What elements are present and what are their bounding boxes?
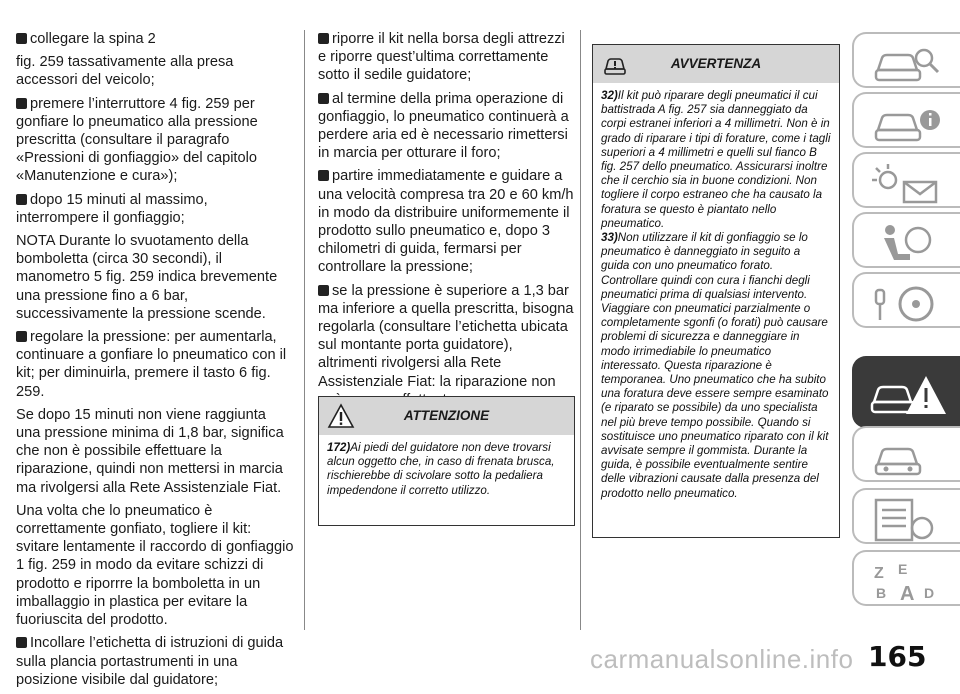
svg-text:Z: Z bbox=[874, 565, 884, 582]
sidebar-tab-alphabet-index[interactable] bbox=[852, 550, 960, 606]
car-service-icon bbox=[868, 434, 948, 480]
paragraph-text: NOTA Durante lo svuotamento della bomboletta (circa 30 secondi), il manometro 5 fig. 259 indica brevemente una pressione fino a 6 bar, successivamente la pressione scende. bbox=[16, 233, 278, 322]
sidebar-tab-key-steering-wheel[interactable] bbox=[852, 272, 960, 328]
paragraph-text: dopo 15 minuti al massimo, interrompere il gonfiaggio; bbox=[16, 191, 208, 226]
sidebar-tab-car-warning[interactable] bbox=[852, 356, 960, 428]
paragraph-text: premere l’interruttore 4 fig. 259 per gonfiare lo pneumatico alla pressione prescritta (consultare il paragrafo «Pressioni di gonfiaggio» del capitolo «Manutenzione e cura»); bbox=[16, 95, 258, 185]
bullet-square-icon bbox=[318, 170, 329, 181]
left-paragraph bbox=[16, 406, 294, 497]
note-text: Ai piedi del guidatore non deve trovarsi alcun oggetto che, in caso di frenata brusca, rischierebbe di scivolare sotto la pedaliera impedendone il corretto utilizzo. bbox=[327, 441, 555, 497]
left-paragraph bbox=[16, 328, 294, 401]
note-item bbox=[327, 441, 566, 498]
note-text: Il kit può riparare degli pneumatici il cui battistrada A fig. 257 sia danneggiato da corpi estranei inferiori a 4 millimetri. Non è in grado di riparare i tipi di forature, come i tagli superiori a 4 millimetri e quelli sul fianco B fig. 257 dello pneumatico. Assicurarsi inoltre che il cerchio sia in buone condizioni. Non togliere il corpo estraneo che ha causato la foratura se questo è piantato nello pneumatico. bbox=[601, 89, 831, 230]
note-reference: 33) bbox=[601, 231, 618, 245]
bullet-square-icon bbox=[16, 98, 27, 109]
left-paragraph bbox=[16, 53, 294, 89]
left-paragraph bbox=[16, 232, 294, 323]
alphabet-index-icon bbox=[868, 558, 948, 604]
page-number: 165 bbox=[868, 640, 927, 673]
paragraph-text: Una volta che lo pneumatico è correttamente gonfiato, togliere il kit: svitare lentamente il raccordo di gonfiaggio 1 fig. 259 in modo da evitare schizzi di prodotto e riporrre la bomboletta in un imballaggio in plastica per evitare la fuoriuscita del prodotto. bbox=[16, 502, 294, 629]
bullet-square-icon bbox=[318, 33, 329, 44]
car-info-icon bbox=[868, 100, 948, 146]
attenzione-box bbox=[318, 396, 575, 526]
bullet-square-icon bbox=[16, 194, 27, 205]
airbag-seat-icon bbox=[868, 220, 948, 266]
paragraph-text: riporre il kit nella borsa degli attrezzi e riporre quest’ultima correttamente sotto il sedile guidatore; bbox=[318, 31, 565, 84]
paragraph-text: collegare la spina 2 bbox=[30, 31, 156, 47]
paragraph-text: Se dopo 15 minuti non viene raggiunta una pressione minima di 1,8 bar, significa che non è possibile effettuare la riparazione, quindi non mettersi in marcia ma rivolgersi alla Rete Assistenziale Fiat. bbox=[16, 406, 284, 496]
sidebar-tab-light-message[interactable] bbox=[852, 152, 960, 208]
sidebar-tab-car-info[interactable] bbox=[852, 92, 960, 148]
svg-text:B: B bbox=[876, 585, 887, 601]
note-item bbox=[601, 89, 831, 231]
avvertenza-body bbox=[593, 83, 839, 507]
note-reference: 172) bbox=[327, 441, 351, 454]
data-list-icon bbox=[868, 496, 948, 542]
left-paragraph bbox=[16, 502, 294, 629]
note-reference: 32) bbox=[601, 89, 618, 102]
paragraph-text: partire immediatamente e guidare a una velocità compresa tra 20 e 60 km/h in modo da distribuire uniformemente il prodotto sullo pneumatico e, dopo 3 chilometri di guida, fermarsi per controllare la pressione; bbox=[318, 168, 574, 276]
svg-text:A: A bbox=[900, 583, 915, 604]
attenzione-header bbox=[319, 397, 574, 435]
note-text: Non utilizzare il kit di gonfiaggio se lo pneumatico è danneggiato in seguito a guida con uno pneumatico forato. Controllare quindi con cura i fianchi degli pneumatici prima di qualsiasi intervento. Viaggiare con pneumatici parzialmente o completamente sgonfi (o forati) può causare problemi di sicurezza e danneggiare in modo irrimediabile lo pneumatico interessato. Questa riparazione è temporanea. Uno pneumatico che ha subito una foratura deve essere sempre esaminato (e riparato se possibile) da uno specialista nel più breve tempo possibile. Quando si sostituisce uno pneumatico riparato con il kit avvisate sempre il gommista. Durante la guida, è possibile eventualmente sentire delle vibrazioni causate dalla presenza del prodotto nello pneumatico. bbox=[601, 231, 829, 500]
avvertenza-box bbox=[592, 44, 840, 538]
middle-paragraph bbox=[318, 90, 574, 163]
bullet-square-icon bbox=[16, 33, 27, 44]
sidebar-tab-data-list[interactable] bbox=[852, 488, 960, 544]
middle-paragraph bbox=[318, 282, 574, 409]
bullet-square-icon bbox=[16, 331, 27, 342]
avvertenza-title: AVVERTENZA bbox=[670, 56, 762, 71]
left-paragraph bbox=[16, 95, 294, 186]
middle-paragraph bbox=[318, 30, 574, 85]
middle-text-column bbox=[318, 30, 574, 414]
paragraph-text: al termine della prima operazione di gonfiaggio, lo pneumatico continuerà a perdere aria ed è necessario rimettersi in marcia per otturare il foro; bbox=[318, 90, 569, 162]
svg-text:E: E bbox=[898, 561, 908, 577]
left-paragraph bbox=[16, 30, 294, 48]
note-item bbox=[601, 231, 831, 501]
paragraph-text: fig. 259 tassativamente alla presa accessori del veicolo; bbox=[16, 54, 234, 89]
bullet-square-icon bbox=[318, 93, 329, 104]
left-text-column bbox=[16, 30, 294, 694]
bullet-square-icon bbox=[318, 285, 329, 296]
left-paragraph bbox=[16, 634, 294, 689]
key-steering-wheel-icon bbox=[868, 280, 948, 326]
paragraph-text: regolare la pressione: per aumentarla, continuare a gonfiare lo pneumatico con il kit; per diminuirla, premere il tasto 6 fig. 259. bbox=[16, 329, 287, 400]
left-paragraph bbox=[16, 191, 294, 227]
bullet-square-icon bbox=[16, 637, 27, 648]
paragraph-text: Incollare l’etichetta di istruzioni di guida sulla plancia portastrumenti in una posizione visibile dal guidatore; bbox=[16, 635, 284, 688]
sidebar-tab-car-search[interactable] bbox=[852, 32, 960, 88]
paragraph-text: se la pressione è superiore a 1,3 bar ma inferiore a quella prescritta, bisogna regolarla (consultare l’etichetta ubicata sul montante porta guidatore), altrimenti rivolgersi alla Rete Assistenziale Fiat: la riparazione non bbox=[318, 282, 574, 390]
attenzione-body bbox=[319, 435, 574, 504]
middle-paragraph bbox=[318, 167, 574, 276]
light-message-icon bbox=[868, 160, 948, 206]
car-search-icon bbox=[868, 40, 948, 86]
avvertenza-header bbox=[593, 45, 839, 83]
column-divider bbox=[580, 30, 581, 630]
attenzione-title: ATTENZIONE bbox=[403, 408, 490, 423]
watermark: carmanualsonline.info bbox=[590, 644, 854, 674]
column-divider bbox=[304, 30, 305, 630]
sidebar-tab-car-service[interactable] bbox=[852, 426, 960, 482]
sidebar-tab-airbag-seat[interactable] bbox=[852, 212, 960, 268]
svg-text:D: D bbox=[924, 585, 935, 601]
car-warning-icon bbox=[868, 372, 948, 418]
